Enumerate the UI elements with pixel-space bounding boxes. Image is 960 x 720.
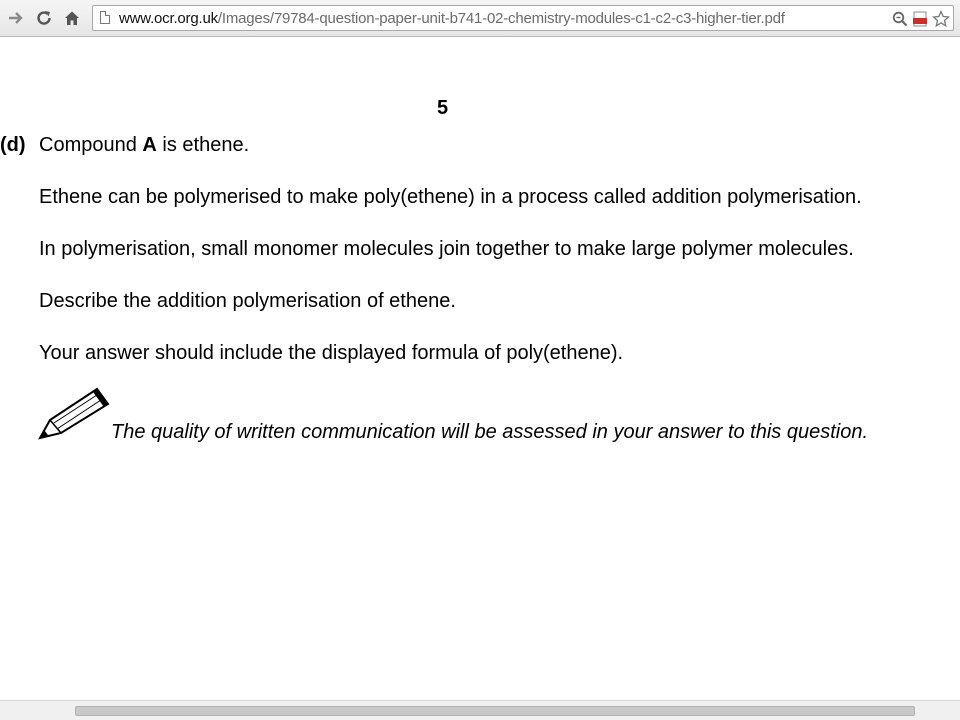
url-host: www.ocr.org.uk (119, 10, 218, 27)
pencil-icon (38, 386, 112, 442)
page-number: 5 (437, 97, 449, 119)
question-label: (d) (0, 134, 26, 156)
paragraph-monomers: In polymerisation, small monomer molecules join together to make large polymer molecules. (39, 238, 854, 260)
scrollbar-thumb[interactable] (75, 706, 915, 716)
browser-toolbar (0, 0, 960, 37)
intro-suffix: is ethene. (156, 134, 250, 156)
reload-icon[interactable] (32, 6, 56, 30)
zoom-icon[interactable] (891, 10, 909, 28)
paragraph-polymerised: Ethene can be polymerised to make poly(ethene) in a process called addition polymerisation. (39, 186, 862, 208)
pdf-icon[interactable] (911, 10, 929, 28)
question-intro (39, 134, 249, 157)
compound-label: A (142, 134, 157, 156)
paragraph-formula: Your answer should include the displayed formula of poly(ethene). (39, 342, 624, 364)
forward-icon[interactable] (4, 6, 28, 30)
star-icon[interactable] (932, 10, 950, 28)
url-text[interactable] (119, 10, 785, 27)
intro-prefix: Compound (39, 134, 143, 156)
home-icon[interactable] (60, 6, 84, 30)
paragraph-describe: Describe the addition polymerisation of ethene. (39, 290, 456, 312)
horizontal-scrollbar[interactable] (0, 700, 960, 720)
page-icon (100, 11, 110, 24)
address-bar[interactable] (92, 5, 954, 31)
url-path: /Images/79784-question-paper-unit-b741-02-chemistry-modules-c1-c2-c3-higher-tier.pdf (217, 10, 785, 27)
qwc-note: The quality of written communication will be assessed in your answer to this question. (111, 421, 869, 443)
